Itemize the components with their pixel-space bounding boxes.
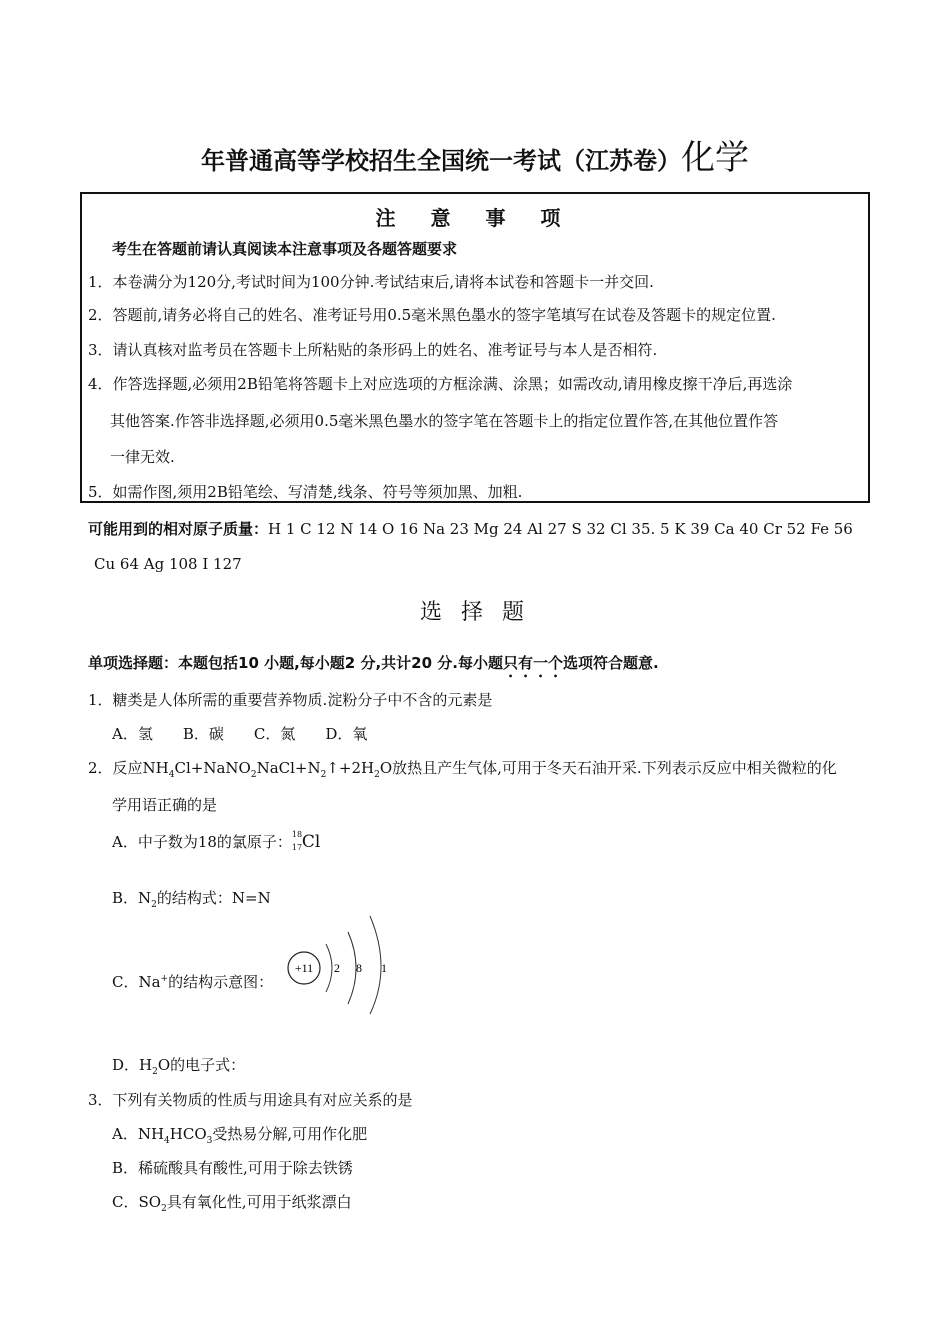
q2-stem: 2．反应$NH_4Cl+NaNO_2NaCl+N_2↑+2H_2O$放热且产生气体,可用于冬天石油开采.下列表示反应中相关微粒的化 <box>88 759 837 780</box>
title-subject: 化学 <box>681 138 749 178</box>
notice-item-5: 5．如需作图,须用2B铅笔绘、写清楚,线条、符号等须加黑、加粗. <box>88 483 523 501</box>
chlorine-isotope: 18 17 Cl <box>291 830 321 852</box>
shell-3-electrons: 1 <box>381 961 387 975</box>
atomic-masses-line1 <box>88 518 853 539</box>
notice-item-4-cont2: 一律无效. <box>110 448 175 466</box>
nucleus-charge: +11 <box>294 961 314 975</box>
q3-stem: 3．下列有关物质的性质与用途具有对应关系的是 <box>88 1091 413 1109</box>
shell-2-electrons: 8 <box>356 961 362 975</box>
q3-option-a: A．$NH_4HCO_3$受热易分解,可用作化肥 <box>112 1125 368 1146</box>
q2-option-d: D．$H_2O$的电子式： <box>112 1056 246 1077</box>
notice-item-4-cont: 其他答案.作答非选择题,必须用0.5毫米黑色墨水的签字笔在答题卡上的指定位置作答,在其他位置作答 <box>110 412 779 430</box>
notice-item-3: 3．请认真核对监考员在答题卡上所粘贴的条形码上的姓名、准考证号与本人是否相符. <box>88 341 658 359</box>
q1-options: A．氢 B．碳 C．氮 D．氧 <box>112 725 368 743</box>
title-main: 年普通高等学校招生全国统一考试（江苏卷） <box>201 147 681 175</box>
shell-arc-1 <box>326 944 332 992</box>
sodium-ion-diagram <box>280 910 400 1020</box>
notice-item-1: 1．本卷满分为120分,考试时间为100分钟.考试结束后,请将本试卷和答题卡一并交回. <box>88 273 654 291</box>
q2-option-b: B．$N_2$的结构式：N=N <box>112 889 271 910</box>
q2-stem-line2: 学用语正确的是 <box>112 796 218 814</box>
shell-arc-3 <box>370 916 381 1014</box>
single-choice-emphasis: 只有一个 <box>502 654 563 672</box>
page-title <box>0 130 950 179</box>
section-heading: 选 择 题 <box>420 600 530 625</box>
q2-option-c: C．Na+的结构示意图： <box>112 973 274 991</box>
single-choice-tail: 选项符合题意. <box>562 654 659 672</box>
notice-item-4: 4．作答选择题,必须用2B铅笔将答题卡上对应选项的方框涂满、涂黑；如需改动,请用橡皮擦干净后,再选涂 <box>88 375 793 393</box>
q3-option-c: C．$SO_2$具有氧化性,可用于纸浆漂白 <box>112 1193 352 1214</box>
atomic-masses-label: 可能用到的相对原子质量： <box>88 520 269 538</box>
atomic-masses-line2: Cu 64 Ag 108 I 127 <box>94 555 242 573</box>
q3-option-b: B．稀硫酸具有酸性,可用于除去铁锈 <box>112 1159 353 1177</box>
q2-option-a: A．中子数为18的氯原子： 18 17 Cl <box>112 830 322 856</box>
atomic-masses-values: H 1 C 12 N 14 O 16 Na 23 Mg 24 Al 27 S 32 Cl 35. 5 K 39 Ca 40 Cr 52 Fe 56 <box>268 520 853 538</box>
q1-stem: 1．糖类是人体所需的重要营养物质.淀粉分子中不含的元素是 <box>88 691 493 709</box>
notice-intro: 考生在答题前请认真阅读本注意事项及各题答题要求 <box>112 240 458 258</box>
shell-arc-2 <box>348 932 356 1004</box>
notice-box <box>80 192 870 503</box>
single-choice-instructions <box>88 652 659 681</box>
single-choice-label: 单项选择题：本题包括10 小题,每小题2 分,共计20 分.每小题 <box>88 654 503 672</box>
shell-1-electrons: 2 <box>334 961 340 975</box>
notice-heading: 注 意 事 项 <box>375 206 575 230</box>
notice-item-2: 2．答题前,请务必将自己的姓名、准考证号用0.5毫米黑色墨水的签字笔填写在试卷及答题卡的规定位置. <box>88 306 776 324</box>
